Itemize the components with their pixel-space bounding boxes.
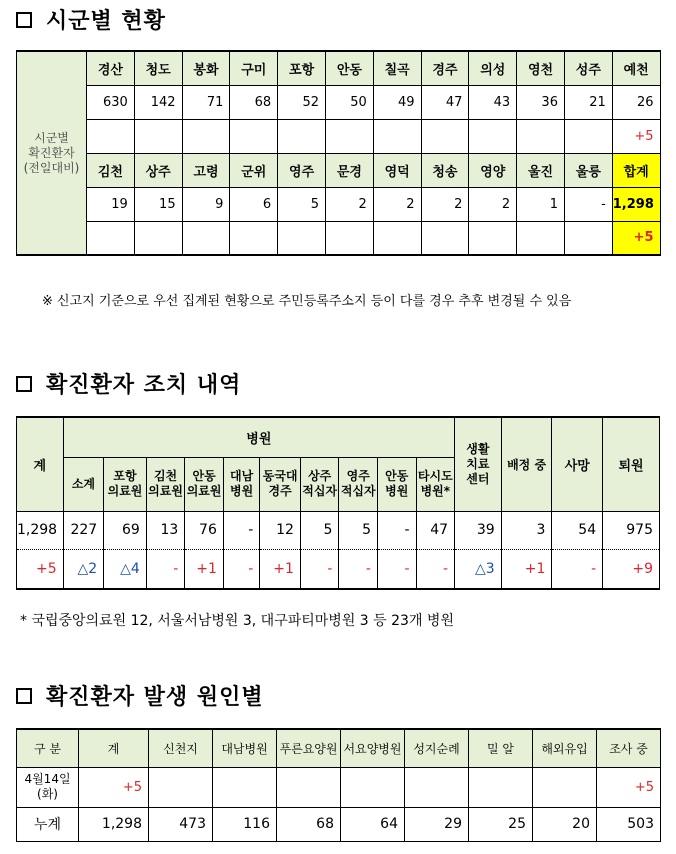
header-total: 계	[17, 417, 64, 511]
region-delta	[469, 119, 517, 153]
region-value: 142	[134, 85, 182, 119]
treatment-value: 39	[455, 511, 502, 549]
region-value: 6	[230, 187, 278, 221]
treatment-delta: -	[416, 549, 455, 589]
cause-header: 해외유입	[533, 729, 597, 767]
treatment-value: 975	[603, 511, 660, 549]
subheader-hospital: 김천 의료원	[146, 457, 185, 511]
region-delta: +5	[612, 119, 660, 153]
cause-date-row	[17, 767, 661, 807]
region-value: 5	[278, 187, 326, 221]
region-delta	[134, 221, 182, 255]
cause-header: 조사 중	[597, 729, 661, 767]
region-delta	[421, 221, 469, 255]
region-name: 예천	[612, 51, 660, 85]
treatment-delta: +1	[260, 549, 301, 589]
cause-total-value: 116	[213, 807, 277, 841]
cause-date-value	[533, 767, 597, 807]
region-delta	[373, 119, 421, 153]
region-name: 포항	[278, 51, 326, 85]
treatment-value: 5	[300, 511, 339, 549]
region-value: 1	[517, 187, 565, 221]
region-name-row	[17, 51, 661, 85]
header-waiting: 배정 중	[501, 417, 552, 511]
subheader-hospital: 타시도 병원*	[416, 457, 455, 511]
region-value: -	[564, 187, 612, 221]
region-value: 21	[564, 85, 612, 119]
treatment-value: -	[377, 511, 416, 549]
region-name: 문경	[325, 153, 373, 187]
treatment-value: 54	[552, 511, 603, 549]
treatment-delta-row	[17, 549, 660, 589]
cause-total-value: 1,298	[79, 807, 149, 841]
treatment-delta: △2	[63, 549, 104, 589]
region-delta	[421, 119, 469, 153]
region-name: 의성	[469, 51, 517, 85]
region-table	[16, 50, 661, 256]
region-value: 1,298	[612, 187, 660, 221]
treatment-header-row	[17, 417, 660, 457]
region-value: 2	[421, 187, 469, 221]
region-name: 봉화	[182, 51, 230, 85]
region-name-row	[17, 153, 661, 187]
region-value: 630	[87, 85, 135, 119]
region-value: 26	[612, 85, 660, 119]
treatment-value: 1,298	[17, 511, 64, 549]
treatment-value: 13	[146, 511, 185, 549]
region-name: 청송	[421, 153, 469, 187]
section-title-region	[16, 4, 166, 35]
treatment-value-row	[17, 511, 660, 549]
region-name: 영천	[517, 51, 565, 85]
region-value: 43	[469, 85, 517, 119]
side-label: 시군별 확진환자 (전일대비)	[17, 51, 87, 255]
region-name: 김천	[87, 153, 135, 187]
region-value: 15	[134, 187, 182, 221]
region-delta	[230, 119, 278, 153]
region-value: 9	[182, 187, 230, 221]
region-note: ※ 신고지 기준으로 우선 집계된 현황으로 주민등록주소지 등이 다를 경우 추후 변경될 수 있음	[42, 294, 572, 309]
treatment-value: 5	[339, 511, 378, 549]
treatment-delta: -	[300, 549, 339, 589]
cause-date-value	[469, 767, 533, 807]
region-value: 71	[182, 85, 230, 119]
treatment-note: * 국립중앙의료원 12, 서울서남병원 3, 대구파티마병원 3 등 23개 병원	[20, 613, 454, 629]
region-delta-row	[17, 119, 661, 153]
region-delta	[325, 221, 373, 255]
cause-total-value: 68	[277, 807, 341, 841]
header-hospital: 병원	[63, 417, 454, 457]
section-title-treatment	[16, 368, 241, 399]
checkbox-square-icon	[16, 12, 32, 28]
cause-date-value	[277, 767, 341, 807]
region-value: 19	[87, 187, 135, 221]
treatment-delta: -	[377, 549, 416, 589]
region-value: 2	[325, 187, 373, 221]
region-delta	[87, 119, 135, 153]
cause-header-row	[17, 729, 661, 767]
treatment-delta: +1	[501, 549, 552, 589]
cause-total-label: 누계	[17, 807, 79, 841]
treatment-delta: +9	[603, 549, 660, 589]
checkbox-square-icon	[16, 688, 32, 704]
region-name: 청도	[134, 51, 182, 85]
region-name: 영주	[278, 153, 326, 187]
treatment-value: 227	[63, 511, 104, 549]
region-delta	[87, 221, 135, 255]
cause-header: 성지순례	[405, 729, 469, 767]
treatment-delta: +1	[185, 549, 224, 589]
cause-date-value: +5	[79, 767, 149, 807]
region-delta	[325, 119, 373, 153]
cause-header: 밀 알	[469, 729, 533, 767]
cause-date-value	[149, 767, 213, 807]
cause-header: 대남병원	[213, 729, 277, 767]
region-delta	[517, 119, 565, 153]
header-center: 생활 치료 센터	[455, 417, 502, 511]
region-delta	[182, 221, 230, 255]
treatment-delta: -	[146, 549, 185, 589]
subheader-hospital: 대남 병원	[223, 457, 260, 511]
region-delta	[230, 221, 278, 255]
subheader-hospital: 안동 의료원	[185, 457, 224, 511]
header-death: 사망	[552, 417, 603, 511]
cause-total-value: 64	[341, 807, 405, 841]
treatment-delta: △4	[104, 549, 147, 589]
cause-total-value: 29	[405, 807, 469, 841]
cause-total-row	[17, 807, 661, 841]
region-name: 영양	[469, 153, 517, 187]
region-value-row	[17, 85, 661, 119]
treatment-delta: △3	[455, 549, 502, 589]
region-delta-row	[17, 221, 661, 255]
treatment-value: 69	[104, 511, 147, 549]
region-delta	[517, 221, 565, 255]
cause-date-value	[213, 767, 277, 807]
cause-total-value: 503	[597, 807, 661, 841]
section-title-text: 시군별 현황	[46, 9, 166, 34]
region-value: 2	[373, 187, 421, 221]
region-name: 경주	[421, 51, 469, 85]
region-name: 울진	[517, 153, 565, 187]
region-value: 47	[421, 85, 469, 119]
cause-date-value: +5	[597, 767, 661, 807]
region-delta	[373, 221, 421, 255]
region-name: 울릉	[564, 153, 612, 187]
region-delta	[564, 119, 612, 153]
region-delta	[134, 119, 182, 153]
cause-total-value: 25	[469, 807, 533, 841]
treatment-value: 47	[416, 511, 455, 549]
treatment-value: 3	[501, 511, 552, 549]
treatment-delta: -	[223, 549, 260, 589]
treatment-delta: -	[552, 549, 603, 589]
treatment-value: -	[223, 511, 260, 549]
treatment-value: 76	[185, 511, 224, 549]
region-value: 49	[373, 85, 421, 119]
cause-header: 구 분	[17, 729, 79, 767]
subheader-hospital: 소계	[63, 457, 104, 511]
cause-header: 신천지	[149, 729, 213, 767]
treatment-value: 12	[260, 511, 301, 549]
subheader-hospital: 포항 의료원	[104, 457, 147, 511]
region-value: 50	[325, 85, 373, 119]
header-discharge: 퇴원	[603, 417, 660, 511]
subheader-hospital: 안동 병원	[377, 457, 416, 511]
region-name: 합계	[612, 153, 660, 187]
region-name: 군위	[230, 153, 278, 187]
cause-total-value: 20	[533, 807, 597, 841]
subheader-hospital: 상주 적십자	[300, 457, 339, 511]
section-title-cause	[16, 680, 264, 711]
treatment-delta: -	[339, 549, 378, 589]
region-delta: +5	[612, 221, 660, 255]
cause-table	[16, 728, 661, 842]
cause-header: 푸른요양원	[277, 729, 341, 767]
cause-header: 서요양병원	[341, 729, 405, 767]
region-name: 상주	[134, 153, 182, 187]
cause-header: 계	[79, 729, 149, 767]
section-title-text: 확진환자 조치 내역	[46, 373, 242, 398]
region-name: 칠곡	[373, 51, 421, 85]
region-value-row	[17, 187, 661, 221]
subheader-hospital: 영주 적십자	[339, 457, 378, 511]
region-delta	[564, 221, 612, 255]
cause-date-value	[405, 767, 469, 807]
cause-total-value: 473	[149, 807, 213, 841]
region-value: 52	[278, 85, 326, 119]
region-delta	[469, 221, 517, 255]
subheader-hospital: 동국대 경주	[260, 457, 301, 511]
treatment-table	[16, 416, 660, 590]
section-title-text: 확진환자 발생 원인별	[46, 685, 264, 710]
region-name: 영덕	[373, 153, 421, 187]
cause-date-value	[341, 767, 405, 807]
region-value: 2	[469, 187, 517, 221]
region-name: 고령	[182, 153, 230, 187]
region-name: 성주	[564, 51, 612, 85]
region-value: 68	[230, 85, 278, 119]
region-name: 안동	[325, 51, 373, 85]
region-name: 경산	[87, 51, 135, 85]
region-delta	[278, 221, 326, 255]
region-delta	[278, 119, 326, 153]
region-value: 36	[517, 85, 565, 119]
treatment-delta: +5	[17, 549, 64, 589]
region-delta	[182, 119, 230, 153]
region-name: 구미	[230, 51, 278, 85]
cause-date-label: 4월14일 (화)	[17, 767, 79, 807]
checkbox-square-icon	[16, 376, 32, 392]
